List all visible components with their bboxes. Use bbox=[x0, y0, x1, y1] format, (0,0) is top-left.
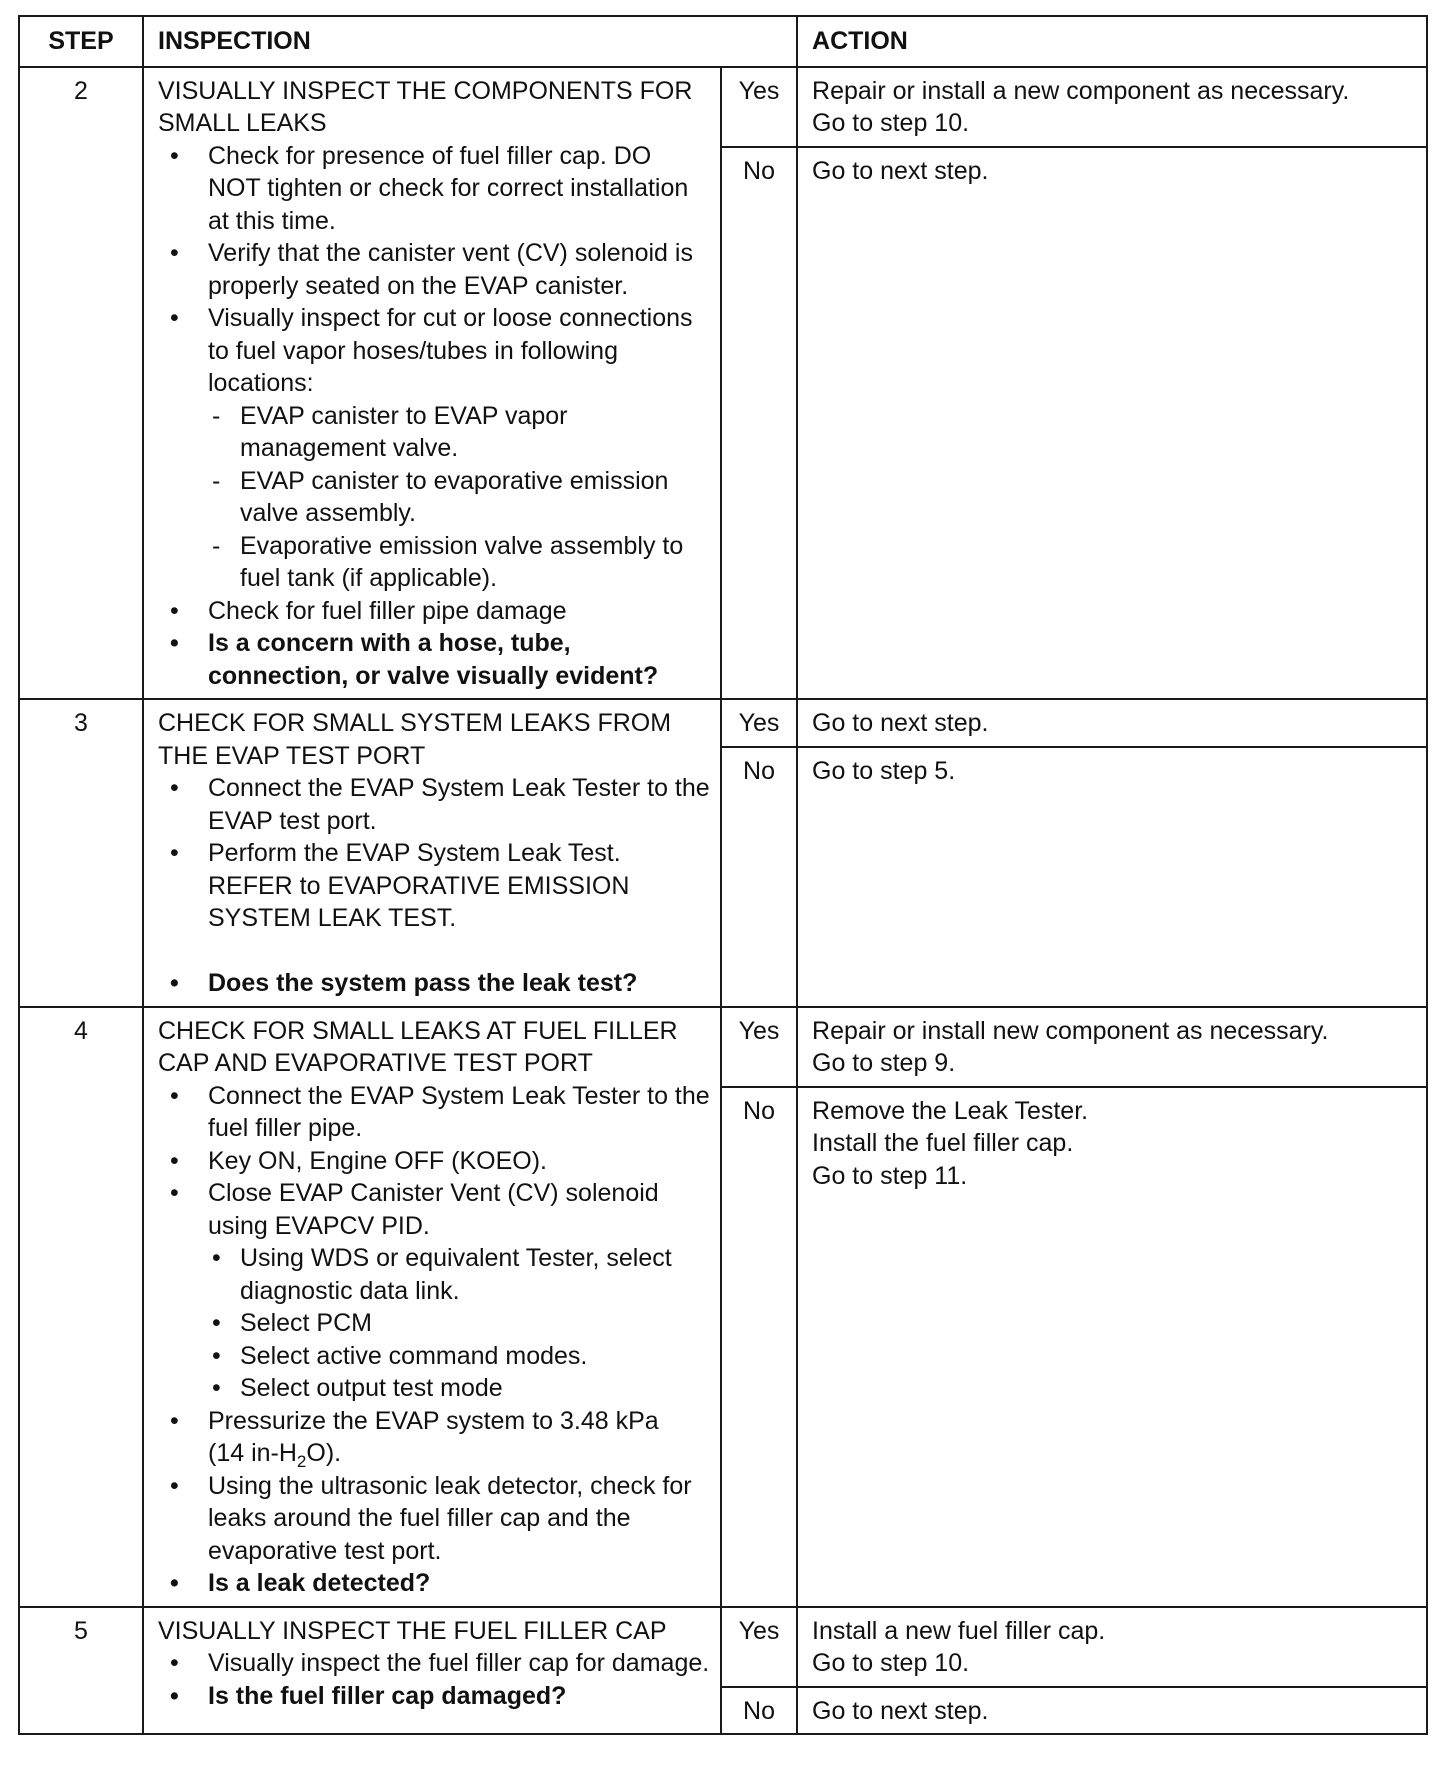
inspection-cell bbox=[143, 699, 721, 1007]
action-line: Repair or install new component as necessary. bbox=[812, 1016, 1329, 1045]
yes-action bbox=[797, 1007, 1427, 1087]
inspection-heading: VISUALLY INSPECT THE COMPONENTS FOR SMALL LEAKS bbox=[158, 76, 693, 137]
inspection-list bbox=[158, 772, 710, 935]
list-item: • Verify that the canister vent (CV) solenoid is properly seated on the EVAP canister. bbox=[158, 237, 710, 302]
no-action bbox=[797, 1087, 1427, 1607]
table-row bbox=[19, 699, 1427, 747]
yes-action bbox=[797, 699, 1427, 747]
inspection-list bbox=[158, 1080, 710, 1600]
action-line: Remove the Leak Tester. bbox=[812, 1096, 1089, 1125]
action-line: Go to step 5. bbox=[812, 756, 956, 785]
table-row bbox=[19, 67, 1427, 147]
list-item: • Visually inspect the fuel filler cap for damage. bbox=[158, 1647, 710, 1680]
list-item-text: Pressurize the EVAP system to 3.48 kPa bbox=[208, 1406, 659, 1435]
list-item: • Connect the EVAP System Leak Tester to the EVAP test port. bbox=[158, 772, 710, 837]
step-number: 5 bbox=[19, 1607, 143, 1735]
no-action bbox=[797, 747, 1427, 1007]
action-line: Go to next step. bbox=[812, 709, 989, 737]
action-line: Install the fuel filler cap. bbox=[812, 1129, 1074, 1157]
yes-label: Yes bbox=[721, 1007, 797, 1087]
yes-label: Yes bbox=[721, 67, 797, 147]
inspection-question: • Is the fuel filler cap damaged? bbox=[158, 1680, 710, 1713]
inspection-heading: CHECK FOR SMALL SYSTEM LEAKS FROM THE EVAP TEST PORT bbox=[158, 709, 672, 770]
sub-list-item: - EVAP canister to EVAP vapor management valve. bbox=[208, 400, 710, 465]
yes-label: Yes bbox=[721, 1607, 797, 1687]
table-row bbox=[19, 1007, 1427, 1087]
sub-list bbox=[208, 400, 710, 595]
unit-close: O). bbox=[306, 1439, 342, 1467]
action-line: Go to next step. bbox=[812, 156, 989, 185]
sub-list bbox=[208, 1242, 710, 1405]
sub-list-item: - Evaporative emission valve assembly to fuel tank (if applicable). bbox=[208, 530, 710, 595]
sub-list-item: • Select active command modes. bbox=[208, 1340, 710, 1373]
no-label: No bbox=[721, 1687, 797, 1735]
yes-action bbox=[797, 1607, 1427, 1687]
no-label: No bbox=[721, 147, 797, 700]
header-step: STEP bbox=[19, 16, 143, 67]
inspection-cell bbox=[143, 1607, 721, 1735]
pressure-unit bbox=[208, 1437, 710, 1470]
action-line: Go to step 10. bbox=[812, 1649, 970, 1677]
header-action: ACTION bbox=[797, 16, 1427, 67]
yes-label: Yes bbox=[721, 699, 797, 747]
no-action bbox=[797, 147, 1427, 700]
list-item: • Check for presence of fuel filler cap. DO NOT tighten or check for correct installation at this time. bbox=[158, 140, 710, 238]
blank-line bbox=[158, 935, 710, 968]
inspection-heading: CHECK FOR SMALL LEAKS AT FUEL FILLER CAP AND EVAPORATIVE TEST PORT bbox=[158, 1016, 678, 1077]
header-row bbox=[19, 16, 1427, 67]
inspection-list bbox=[158, 140, 710, 693]
list-item bbox=[158, 1405, 710, 1470]
header-inspection: INSPECTION bbox=[143, 16, 797, 67]
sub-list-item: • Select PCM bbox=[208, 1307, 710, 1340]
inspection-question: • Is a leak detected? bbox=[158, 1567, 710, 1600]
list-item bbox=[158, 1177, 710, 1405]
yes-action bbox=[797, 67, 1427, 147]
no-label: No bbox=[721, 747, 797, 1007]
action-line: Go to step 11. bbox=[812, 1161, 968, 1190]
diagnostic-table bbox=[18, 15, 1428, 1735]
action-line: Go to step 9. bbox=[812, 1049, 956, 1077]
action-line: Go to step 10. bbox=[812, 109, 970, 137]
list-item bbox=[158, 302, 710, 595]
unit-subscript: 2 bbox=[296, 1452, 307, 1471]
step-number: 2 bbox=[19, 67, 143, 700]
unit-open: (14 in-H bbox=[208, 1439, 297, 1467]
list-item: • Using the ultrasonic leak detector, check for leaks around the fuel filler cap and the evaporative test port. bbox=[158, 1470, 710, 1568]
action-line: Repair or install a new component as necessary. bbox=[812, 76, 1350, 105]
inspection-cell bbox=[143, 67, 721, 700]
sub-list-item: • Select output test mode bbox=[208, 1372, 710, 1405]
list-item-text: Close EVAP Canister Vent (CV) solenoid using EVAPCV PID. bbox=[208, 1179, 659, 1240]
sub-list-item: - EVAP canister to evaporative emission valve assembly. bbox=[208, 465, 710, 530]
sub-list-item: • Using WDS or equivalent Tester, select diagnostic data link. bbox=[208, 1242, 710, 1307]
inspection-list bbox=[158, 967, 710, 1000]
action-line: Go to next step. bbox=[812, 1696, 989, 1725]
step-number: 3 bbox=[19, 699, 143, 1007]
inspection-heading: VISUALLY INSPECT THE FUEL FILLER CAP bbox=[158, 1616, 667, 1645]
action-line: Install a new fuel filler cap. bbox=[812, 1616, 1106, 1645]
inspection-question: • Is a concern with a hose, tube, connection, or valve visually evident? bbox=[158, 627, 710, 692]
list-item: • Connect the EVAP System Leak Tester to the fuel filler pipe. bbox=[158, 1080, 710, 1145]
list-item: • Key ON, Engine OFF (KOEO). bbox=[158, 1145, 710, 1178]
inspection-question: • Does the system pass the leak test? bbox=[158, 967, 710, 1000]
no-action bbox=[797, 1687, 1427, 1735]
no-label: No bbox=[721, 1087, 797, 1607]
inspection-cell bbox=[143, 1007, 721, 1607]
table-row bbox=[19, 1607, 1427, 1687]
list-item: • Perform the EVAP System Leak Test. REFER to EVAPORATIVE EMISSION SYSTEM LEAK TEST. bbox=[158, 837, 710, 935]
step-number: 4 bbox=[19, 1007, 143, 1607]
list-item-text: Visually inspect for cut or loose connections to fuel vapor hoses/tubes in following locations: bbox=[208, 304, 693, 397]
list-item: • Check for fuel filler pipe damage bbox=[158, 595, 710, 628]
inspection-list bbox=[158, 1647, 710, 1712]
